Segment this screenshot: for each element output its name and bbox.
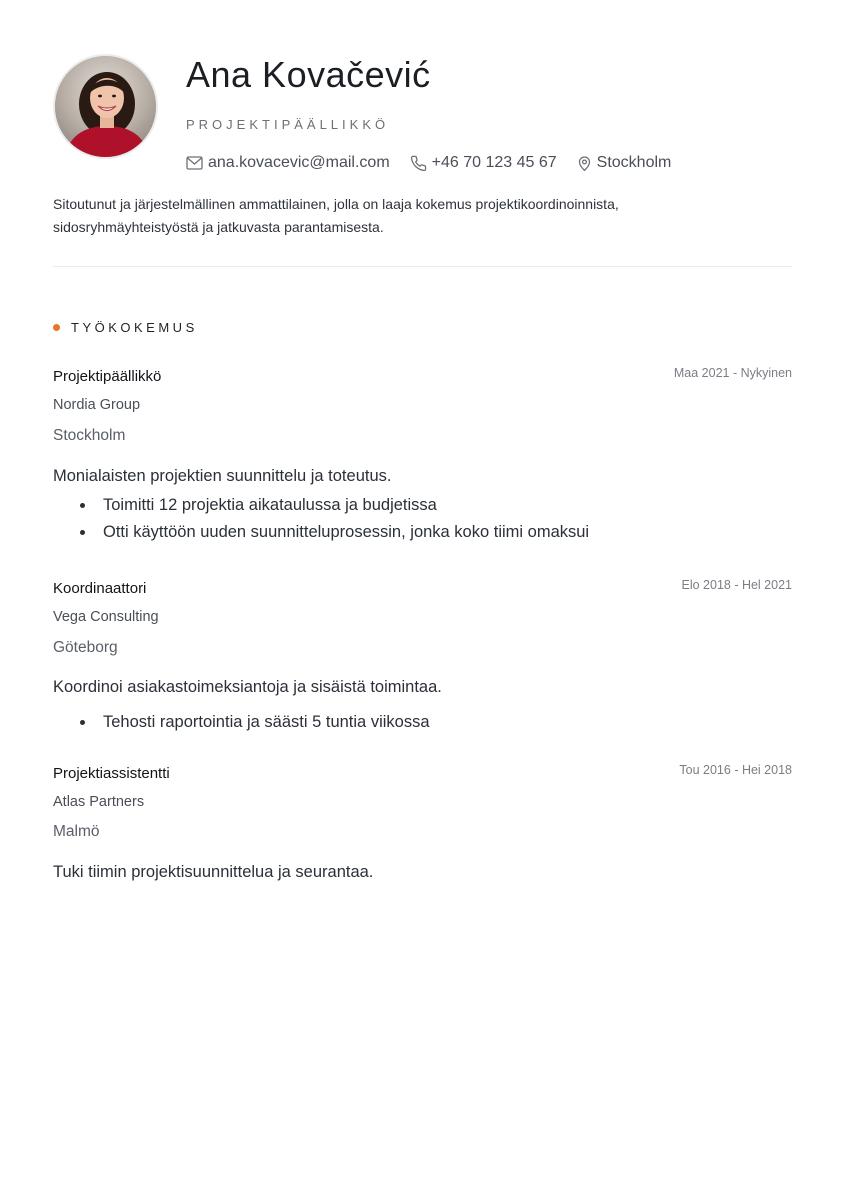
- job-location: Göteborg: [53, 639, 118, 656]
- job-bullets: [53, 492, 589, 546]
- job-bullet: Otti käyttöön uuden suunnitteluprosessin, jonka koko tiimi omaksui: [53, 519, 589, 546]
- location-text: Stockholm: [596, 154, 672, 171]
- candidate-name: Ana Kovačević: [186, 54, 431, 95]
- job-description: Koordinoi asiakastoimeksiantoja ja sisäistä toimintaa.: [53, 678, 442, 696]
- avatar: [53, 54, 158, 159]
- map-pin-icon: [577, 155, 592, 172]
- job-company: Nordia Group: [53, 397, 141, 413]
- job-company: Vega Consulting: [53, 609, 159, 625]
- job-bullet: Tehosti raportointia ja säästi 5 tuntia viikossa: [53, 709, 430, 736]
- job-description: Tuki tiimin projektisuunnittelua ja seurantaa.: [53, 863, 374, 881]
- job-bullet: Toimitti 12 projektia aikataulussa ja budjetissa: [53, 492, 589, 519]
- accent-dot-icon: [53, 324, 60, 331]
- profile-summary: [53, 193, 753, 239]
- contact-email[interactable]: [186, 154, 390, 172]
- contact-location: [577, 154, 672, 172]
- candidate-title: PROJEKTIPÄÄLLIKKÖ: [186, 117, 390, 132]
- mail-icon: [186, 156, 203, 170]
- contact-row: [186, 154, 691, 172]
- job-description: Monialaisten projektien suunnittelu ja toteutus.: [53, 467, 392, 485]
- job-title: Projektiassistentti: [53, 765, 170, 782]
- avatar-photo-icon: [55, 56, 156, 157]
- phone-icon: [410, 155, 427, 172]
- job-company: Atlas Partners: [53, 794, 145, 810]
- job-date: Elo 2018 - Hel 2021: [681, 578, 792, 592]
- resume-header: [53, 0, 792, 235]
- job-date: Maa 2021 - Nykyinen: [673, 366, 792, 380]
- summary-line: sidosryhmäyhteistyöstä ja jatkuvasta parantamisesta.: [53, 219, 384, 235]
- email-text: ana.kovacevic@mail.com: [208, 154, 390, 171]
- header-divider: [53, 266, 792, 267]
- job-location: Malmö: [53, 823, 100, 840]
- job-location: Stockholm: [53, 427, 126, 444]
- job-title: Koordinaattori: [53, 580, 147, 597]
- job-title: Projektipäällikkö: [53, 368, 162, 385]
- experience-heading-text: TYÖKOKEMUS: [71, 320, 198, 335]
- job-bullets: [53, 709, 430, 736]
- phone-text: +46 70 123 45 67: [431, 154, 557, 171]
- summary-line: Sitoutunut ja järjestelmällinen ammattilainen, jolla on laaja kokemus projektikoordinoinnista,: [53, 196, 619, 212]
- job-date: Tou 2016 - Hei 2018: [679, 763, 792, 777]
- experience-heading: [53, 320, 198, 335]
- contact-phone[interactable]: [410, 154, 557, 172]
- resume-page: [53, 0, 792, 881]
